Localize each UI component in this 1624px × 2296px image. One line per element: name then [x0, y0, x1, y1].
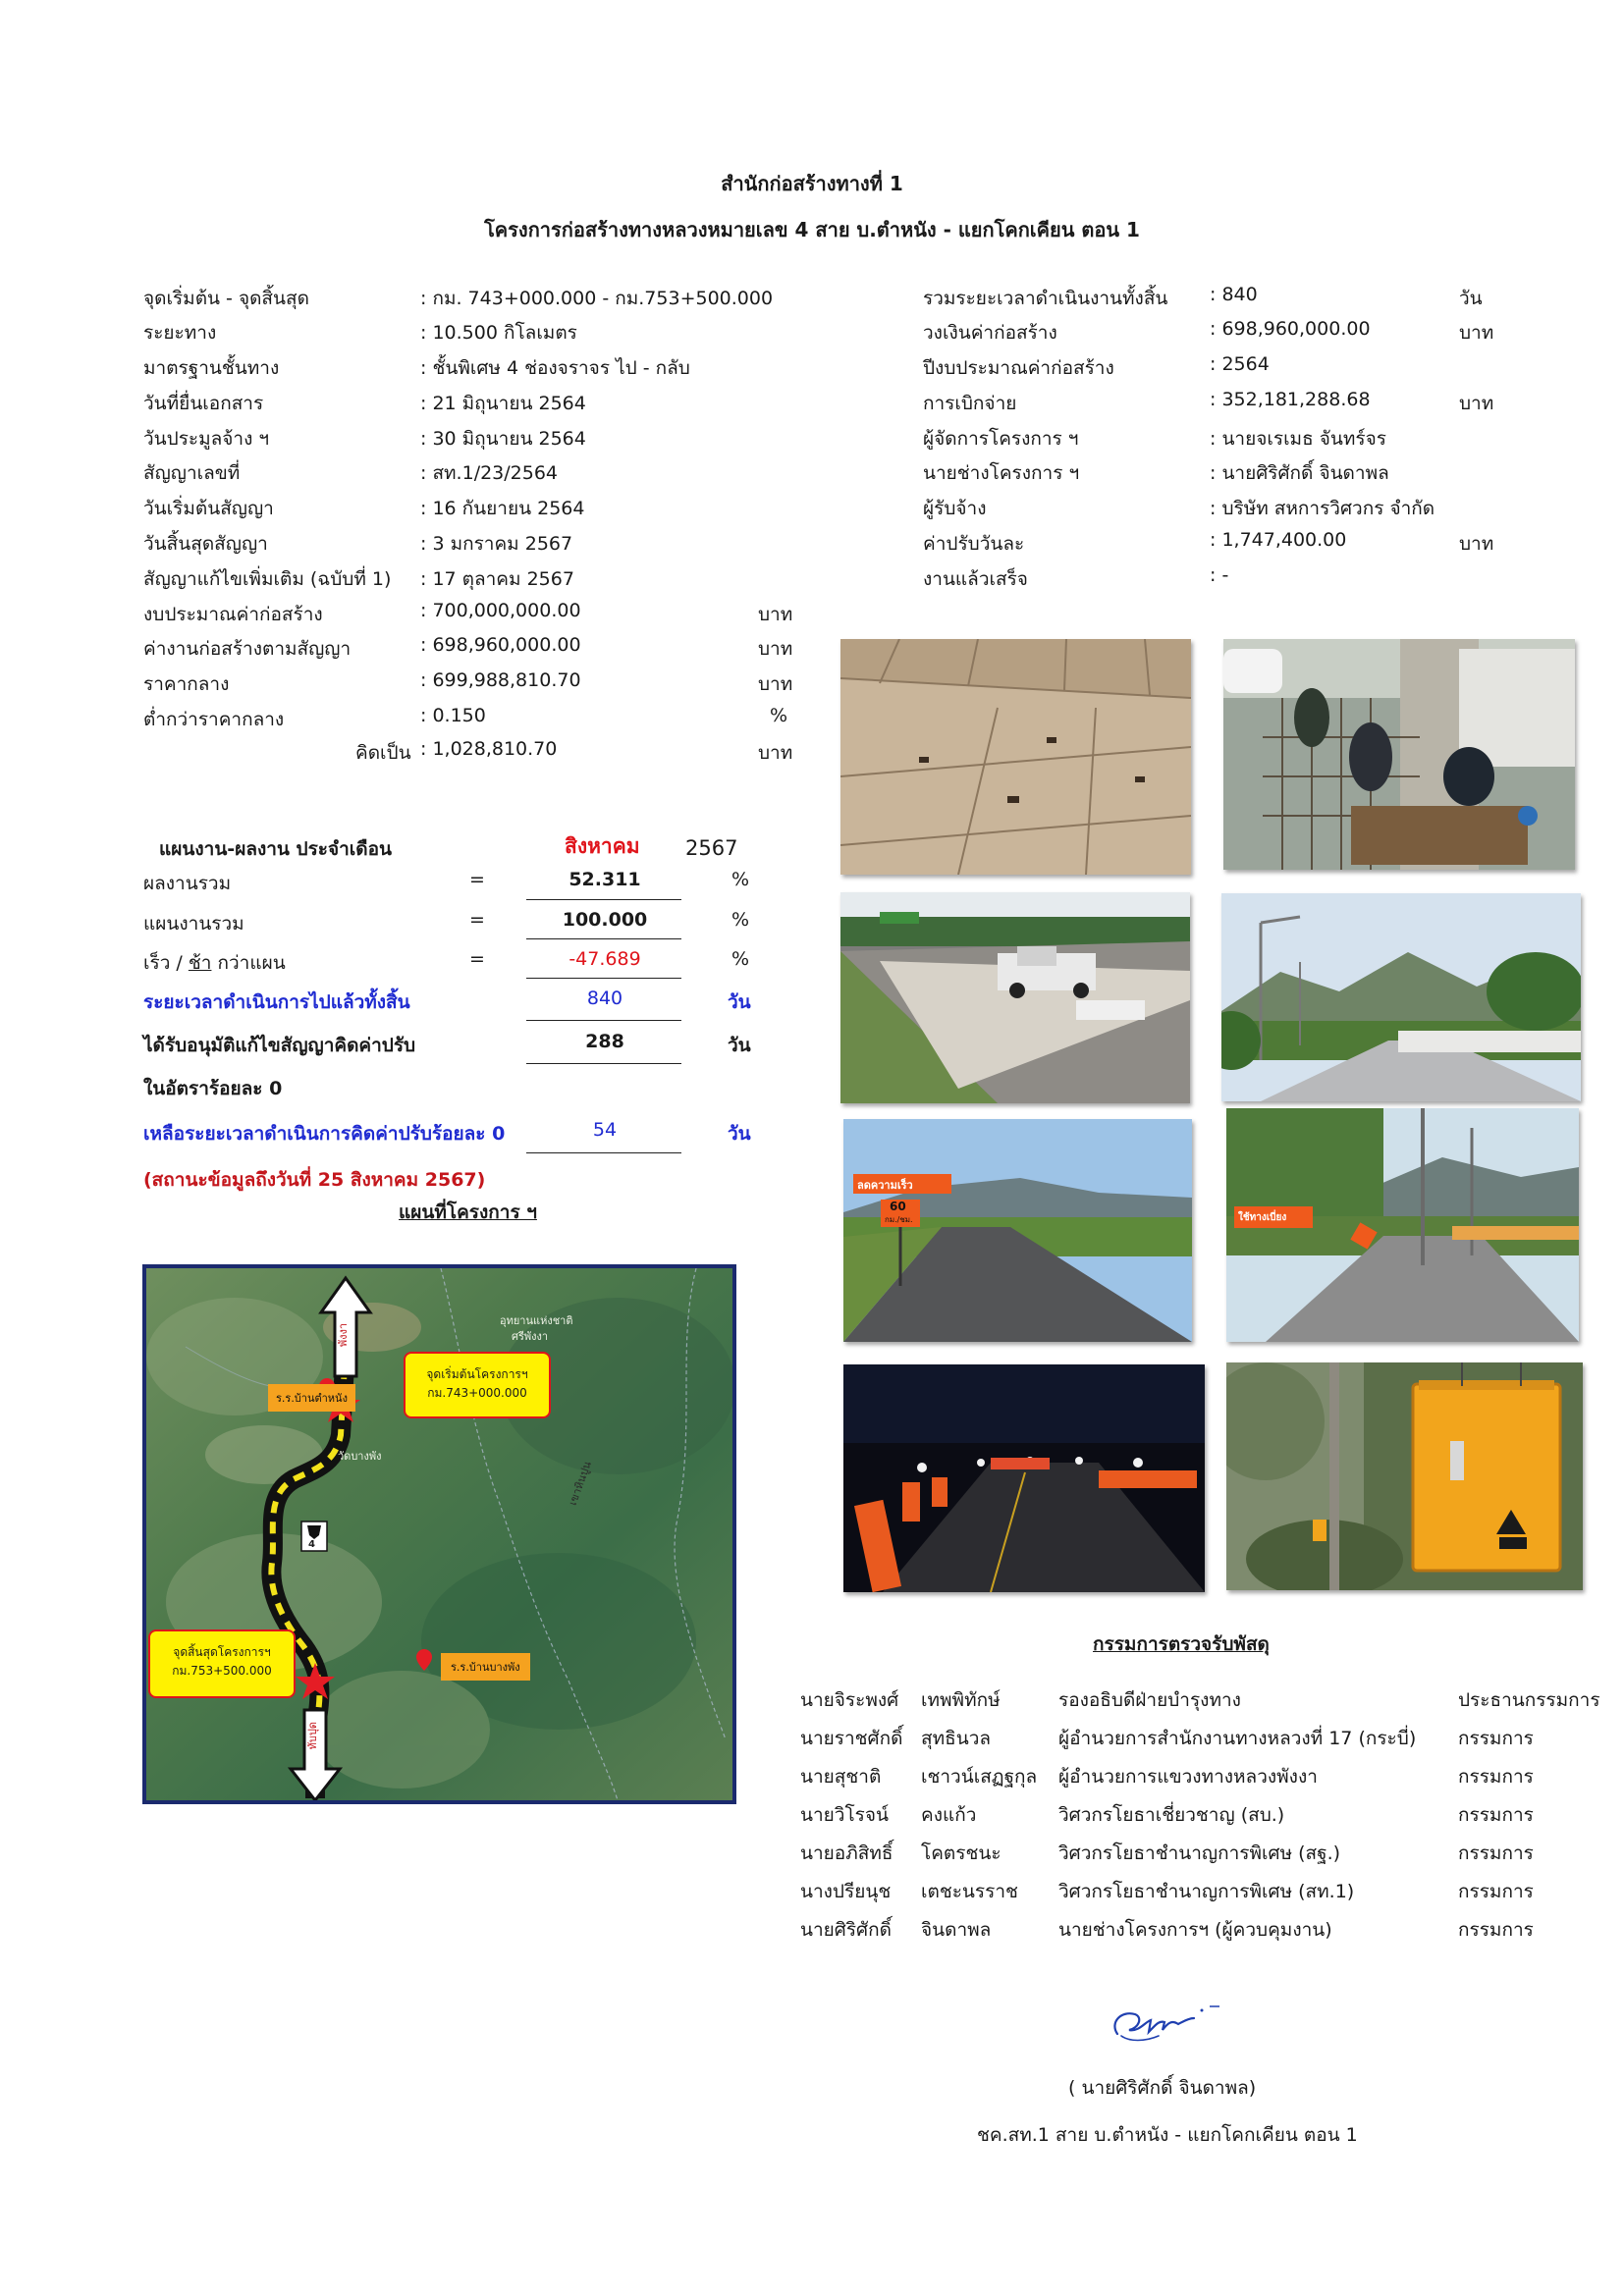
right-info-value: : บริษัท สหการวิศวกร จำกัด: [1210, 498, 1435, 519]
variance-label: เร็ว / ช้า กว่าแผน: [143, 952, 286, 974]
right-info-label: การเบิกจ่าย: [923, 393, 1017, 414]
right-info-unit: บาท: [1459, 393, 1494, 414]
left-info-unit: บาท: [758, 638, 793, 660]
result-unit: %: [731, 869, 750, 890]
elapsed-value: 840: [586, 988, 623, 1009]
left-info-value: : 30 มิถุนายน 2564: [420, 428, 586, 450]
right-info-value: : 698,960,000.00: [1210, 318, 1371, 340]
committee-member-role: กรรมการ: [1458, 1881, 1534, 1902]
right-info-label: รวมระยะเวลาดำเนินงานทั้งสิ้น: [923, 288, 1168, 309]
approved-label: ได้รับอนุมัติแก้ไขสัญญาคิดค่าปรับ: [143, 1035, 416, 1056]
plan-label: แผนงานรวม: [143, 913, 244, 934]
left-info-value: : 21 มิถุนายน 2564: [420, 393, 586, 414]
committee-member-position: วิศวกรโยธาชำนาญการพิเศษ (สท.1): [1058, 1881, 1355, 1902]
place-label-3: วัดบางพัง: [338, 1450, 382, 1463]
photo-road-truck: [840, 892, 1190, 1103]
speed-sign-text: ลดความเร็ว: [857, 1179, 913, 1192]
left-info-label: ระยะทาง: [143, 322, 217, 344]
right-info-label: วงเงินค่าก่อสร้าง: [923, 322, 1057, 344]
left-info-unit: %: [770, 705, 788, 726]
right-info-value: : 352,181,288.68: [1210, 389, 1371, 410]
right-info-unit: วัน: [1459, 288, 1483, 309]
progress-year: 2567: [685, 836, 738, 860]
left-info-label: ต่ำกว่าราคากลาง: [143, 709, 285, 730]
right-info-label: ผู้จัดการโครงการ ฯ: [923, 428, 1079, 450]
arrow-label-bottom: ทับปุด: [306, 1722, 319, 1750]
left-info-value: : ชั้นพิเศษ 4 ช่องจราจร ไป - กลับ: [420, 357, 690, 379]
left-info-label: สัญญาแก้ไขเพิ่มเติม (ฉบับที่ 1): [143, 568, 392, 590]
right-info-value: : 2564: [1210, 353, 1270, 375]
photo-concrete-deck: [840, 639, 1191, 875]
left-info-label: วันเริ่มต้นสัญญา: [143, 498, 274, 519]
project-title: โครงการก่อสร้างทางหลวงหมายเลข 4 สาย บ.ตำหนัง - แยกโคกเคียน ตอน 1: [484, 218, 1140, 241]
start-callout: [404, 1352, 551, 1418]
right-info-unit: บาท: [1459, 322, 1494, 344]
committee-member-first: นายสุชาติ: [800, 1766, 882, 1788]
project-map: [142, 1264, 736, 1804]
total-value: : 1,028,810.70: [420, 738, 558, 760]
right-info-value: : นายศิริศักดิ์ จินดาพล: [1210, 462, 1389, 484]
photo-detour-road: [1226, 1108, 1579, 1342]
result-label: ผลงานรวม: [143, 873, 232, 894]
committee-member-first: นายวิโรจน์: [800, 1804, 889, 1826]
left-info-label: วันประมูลจ้าง ฯ: [143, 428, 270, 450]
remaining-label: เหลือระยะเวลาดำเนินการคิดค่าปรับร้อยละ 0: [143, 1123, 506, 1145]
start-callout-line-2: กม.743+000.000: [427, 1386, 527, 1400]
left-info-value: : 10.500 กิโลเมตร: [420, 322, 577, 344]
committee-member-role: กรรมการ: [1458, 1842, 1534, 1864]
left-info-label: งบประมาณค่าก่อสร้าง: [143, 604, 323, 625]
plan-eq: =: [469, 909, 485, 931]
left-info-label: วันที่ยื่นเอกสาร: [143, 393, 264, 414]
left-info-label: มาตรฐานชั้นทาง: [143, 357, 280, 379]
right-info-label: ปีงบประมาณค่าก่อสร้าง: [923, 357, 1114, 379]
signature-name: ( นายศิริศักดิ์ จินดาพล): [1068, 2077, 1257, 2099]
committee-title: กรรมการตรวจรับพัสดุ: [1093, 1633, 1270, 1655]
remaining-value: 54: [592, 1119, 618, 1141]
map-graphic: [146, 1268, 732, 1800]
committee-member-first: นายอภิสิทธิ์: [800, 1842, 893, 1864]
left-info-value: : 17 ตุลาคม 2567: [420, 568, 574, 590]
committee-member-position: วิศวกรโยธาชำนาญการพิเศษ (สฐ.): [1058, 1842, 1341, 1864]
left-info-label: จุดเริ่มต้น - จุดสิ้นสุด: [143, 288, 309, 309]
speed-sign-unit: กม./ชม.: [885, 1215, 913, 1224]
signature-title: ชค.สท.1 สาย บ.ตำหนัง - แยกโคกเคียน ตอน 1: [977, 2124, 1358, 2146]
place-label-4: เขาหินปูน: [566, 1459, 594, 1508]
arrow-label-top: พังงา: [337, 1323, 350, 1348]
right-info-label: งานแล้วเสร็จ: [923, 568, 1028, 590]
left-info-unit: บาท: [758, 604, 793, 625]
left-info-value: : 0.150: [420, 705, 486, 726]
right-info-label: ผู้รับจ้าง: [923, 498, 987, 519]
start-callout-line-1: จุดเริ่มต้นโครงการฯ: [426, 1367, 528, 1381]
left-info-label: ราคากลาง: [143, 673, 230, 695]
left-info-value: : กม. 743+000.000 - กม.753+500.000: [420, 288, 774, 309]
result-value: 52.311: [568, 869, 641, 890]
right-info-unit: บาท: [1459, 533, 1494, 555]
status-note: (สถานะข้อมูลถึงวันที่ 25 สิงหาคม 2567): [143, 1169, 486, 1191]
committee-member-first: นายจิระพงศ์: [800, 1689, 899, 1711]
left-info-unit: บาท: [758, 673, 793, 695]
right-info-value: : 1,747,400.00: [1210, 529, 1347, 551]
rate-label: ในอัตราร้อยละ 0: [143, 1078, 283, 1099]
school-label-1: ร.ร.บ้านตำหนัง: [268, 1384, 355, 1412]
photo-workers-rebar: [1223, 639, 1575, 870]
photo-night-road: [843, 1364, 1205, 1592]
committee-member-first: นายราชศักดิ์: [800, 1728, 903, 1749]
route-number: 4: [308, 1539, 315, 1550]
right-info-value: : 840: [1210, 284, 1258, 305]
committee-member-first: นางปรียนุช: [800, 1881, 892, 1902]
detour-sign-text: ใช้ทางเบี่ยง: [1238, 1212, 1287, 1223]
committee-member-last: คงแก้ว: [921, 1804, 977, 1826]
committee-member-last: โคตรชนะ: [921, 1842, 1001, 1864]
speed-sign-speed: 60: [890, 1200, 906, 1213]
variance-value: -47.689: [568, 948, 641, 970]
committee-member-position: วิศวกรโยธาเชี่ยวชาญ (สบ.): [1058, 1804, 1285, 1826]
committee-member-position: ผู้อำนวยการแขวงทางหลวงพังงา: [1058, 1766, 1318, 1788]
variance-eq: =: [469, 948, 485, 970]
end-callout: [148, 1629, 296, 1698]
committee-member-last: จินดาพล: [921, 1919, 992, 1941]
left-info-value: : 698,960,000.00: [420, 634, 581, 656]
end-callout-line-2: กม.753+500.000: [172, 1664, 272, 1678]
committee-member-last: สุทธินวล: [921, 1728, 992, 1749]
left-info-label: สัญญาเลขที่: [143, 462, 241, 484]
plan-unit: %: [731, 909, 750, 931]
left-info-label: ค่างานก่อสร้างตามสัญญา: [143, 638, 352, 660]
signature-graphic: [1100, 1993, 1237, 2052]
committee-member-role: กรรมการ: [1458, 1804, 1534, 1826]
committee-member-role: กรรมการ: [1458, 1766, 1534, 1788]
right-info-label: นายช่างโครงการ ฯ: [923, 462, 1080, 484]
committee-member-position: ผู้อำนวยการสำนักงานทางหลวงที่ 17 (กระบี่): [1058, 1728, 1417, 1749]
place-label-1: อุทยานแห่งชาติ: [500, 1314, 573, 1327]
left-info-value: : 3 มกราคม 2567: [420, 533, 573, 555]
total-unit: บาท: [758, 742, 793, 764]
committee-member-position: รองอธิบดีฝ่ายบำรุงทาง: [1058, 1689, 1241, 1711]
committee-member-last: เทพพิทักษ์: [921, 1689, 1001, 1711]
committee-member-position: นายช่างโครงการฯ (ผู้ควบคุมงาน): [1058, 1919, 1332, 1941]
variance-unit: %: [731, 948, 750, 970]
elapsed-unit: วัน: [728, 991, 751, 1013]
total-label: คิดเป็น: [355, 742, 411, 764]
committee-member-last: เชาวน์เสฏฐกุล: [921, 1766, 1038, 1788]
map-title: แผนที่โครงการ ฯ: [399, 1201, 537, 1223]
place-label-2: ศรีพังงา: [512, 1330, 549, 1343]
committee-member-first: นายศิริศักดิ์: [800, 1919, 892, 1941]
right-info-label: ค่าปรับวันละ: [923, 533, 1025, 555]
progress-title: แผนงาน-ผลงาน ประจำเดือน: [159, 838, 393, 860]
elapsed-label: ระยะเวลาดำเนินการไปแล้วทั้งสิ้น: [143, 991, 410, 1013]
school-label-2: ร.ร.บ้านบางพัง: [441, 1653, 530, 1681]
remaining-unit: วัน: [728, 1123, 751, 1145]
committee-member-role: กรรมการ: [1458, 1919, 1534, 1941]
office-title: สำนักก่อสร้างทางที่ 1: [721, 172, 903, 195]
result-eq: =: [469, 869, 485, 890]
photo-electrical-cabinet: [1226, 1362, 1583, 1590]
end-callout-line-1: จุดสิ้นสุดโครงการฯ: [173, 1645, 271, 1659]
photo-speed-sign: [843, 1119, 1192, 1342]
photo-road-streetlights: [1221, 893, 1581, 1101]
left-info-label: วันสิ้นสุดสัญญา: [143, 533, 268, 555]
left-info-value: : 699,988,810.70: [420, 669, 581, 691]
approved-unit: วัน: [728, 1035, 751, 1056]
committee-member-role: กรรมการ: [1458, 1728, 1534, 1749]
left-info-value: : สท.1/23/2564: [420, 462, 559, 484]
right-info-value: : -: [1210, 564, 1229, 586]
right-info-value: : นายจเรเมธ จันทร์จร: [1210, 428, 1386, 450]
progress-month: สิงหาคม: [565, 834, 640, 858]
committee-member-last: เตชะนรราช: [921, 1881, 1018, 1902]
left-info-value: : 700,000,000.00: [420, 600, 581, 621]
left-info-value: : 16 กันยายน 2564: [420, 498, 585, 519]
committee-member-role: ประธานกรรมการ: [1458, 1689, 1600, 1711]
approved-value: 288: [585, 1031, 624, 1052]
plan-value: 100.000: [562, 909, 648, 931]
